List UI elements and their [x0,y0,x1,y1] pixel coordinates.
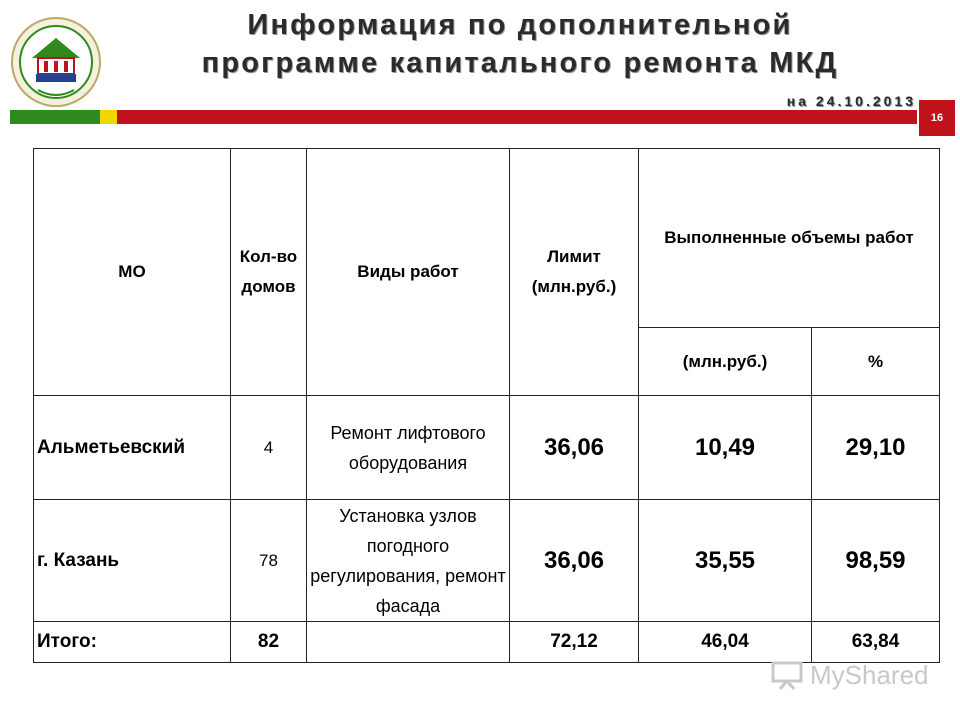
cell-mo: г. Казань [34,500,231,622]
cell-works: Установка узлов погодного регулирования, ремонт фасада [307,500,510,622]
cell-works: Ремонт лифтового оборудования [307,396,510,500]
cell-done-mln: 35,55 [639,500,812,622]
stripe-yellow [100,110,117,124]
total-label: Итого: [34,622,231,663]
total-houses: 82 [231,622,307,663]
header-mo: МО [34,149,231,396]
cell-mo: Альметьевский [34,396,231,500]
presentation-icon [770,660,804,690]
title-line-2: программе капитального ремонта МКД [201,47,839,79]
header-works: Виды работ [307,149,510,396]
cell-done-pct: 29,10 [812,396,940,500]
total-works [307,622,510,663]
stripe-red [117,110,917,124]
table-row [34,500,940,622]
title-line-1: Информация по дополнительной [247,9,793,41]
header-done: Выполненные объемы работ [639,149,940,328]
cell-houses: 4 [231,396,307,500]
capital-repair-table [33,148,940,663]
cell-done-pct: 98,59 [812,500,940,622]
total-limit: 72,12 [510,622,639,663]
header-row-1 [34,149,940,328]
cell-houses: 78 [231,500,307,622]
header-houses: Кол-во домов [231,149,307,396]
header-limit: Лимит (млн.руб.) [510,149,639,396]
watermark-text: MyShared [810,659,929,690]
page-title [110,6,930,82]
watermark [770,657,929,693]
header-done-pct: % [812,328,940,396]
total-done-mln: 46,04 [639,622,812,663]
total-done-pct: 63,84 [812,622,940,663]
header-done-mln: (млн.руб.) [639,328,812,396]
ministry-logo [10,16,102,108]
page-number-badge: 16 [919,100,955,136]
cell-limit: 36,06 [510,396,639,500]
cell-done-mln: 10,49 [639,396,812,500]
report-date: на 24.10.2013 [786,93,916,109]
stripe-green [10,110,100,124]
table-row [34,396,940,500]
cell-limit: 36,06 [510,500,639,622]
